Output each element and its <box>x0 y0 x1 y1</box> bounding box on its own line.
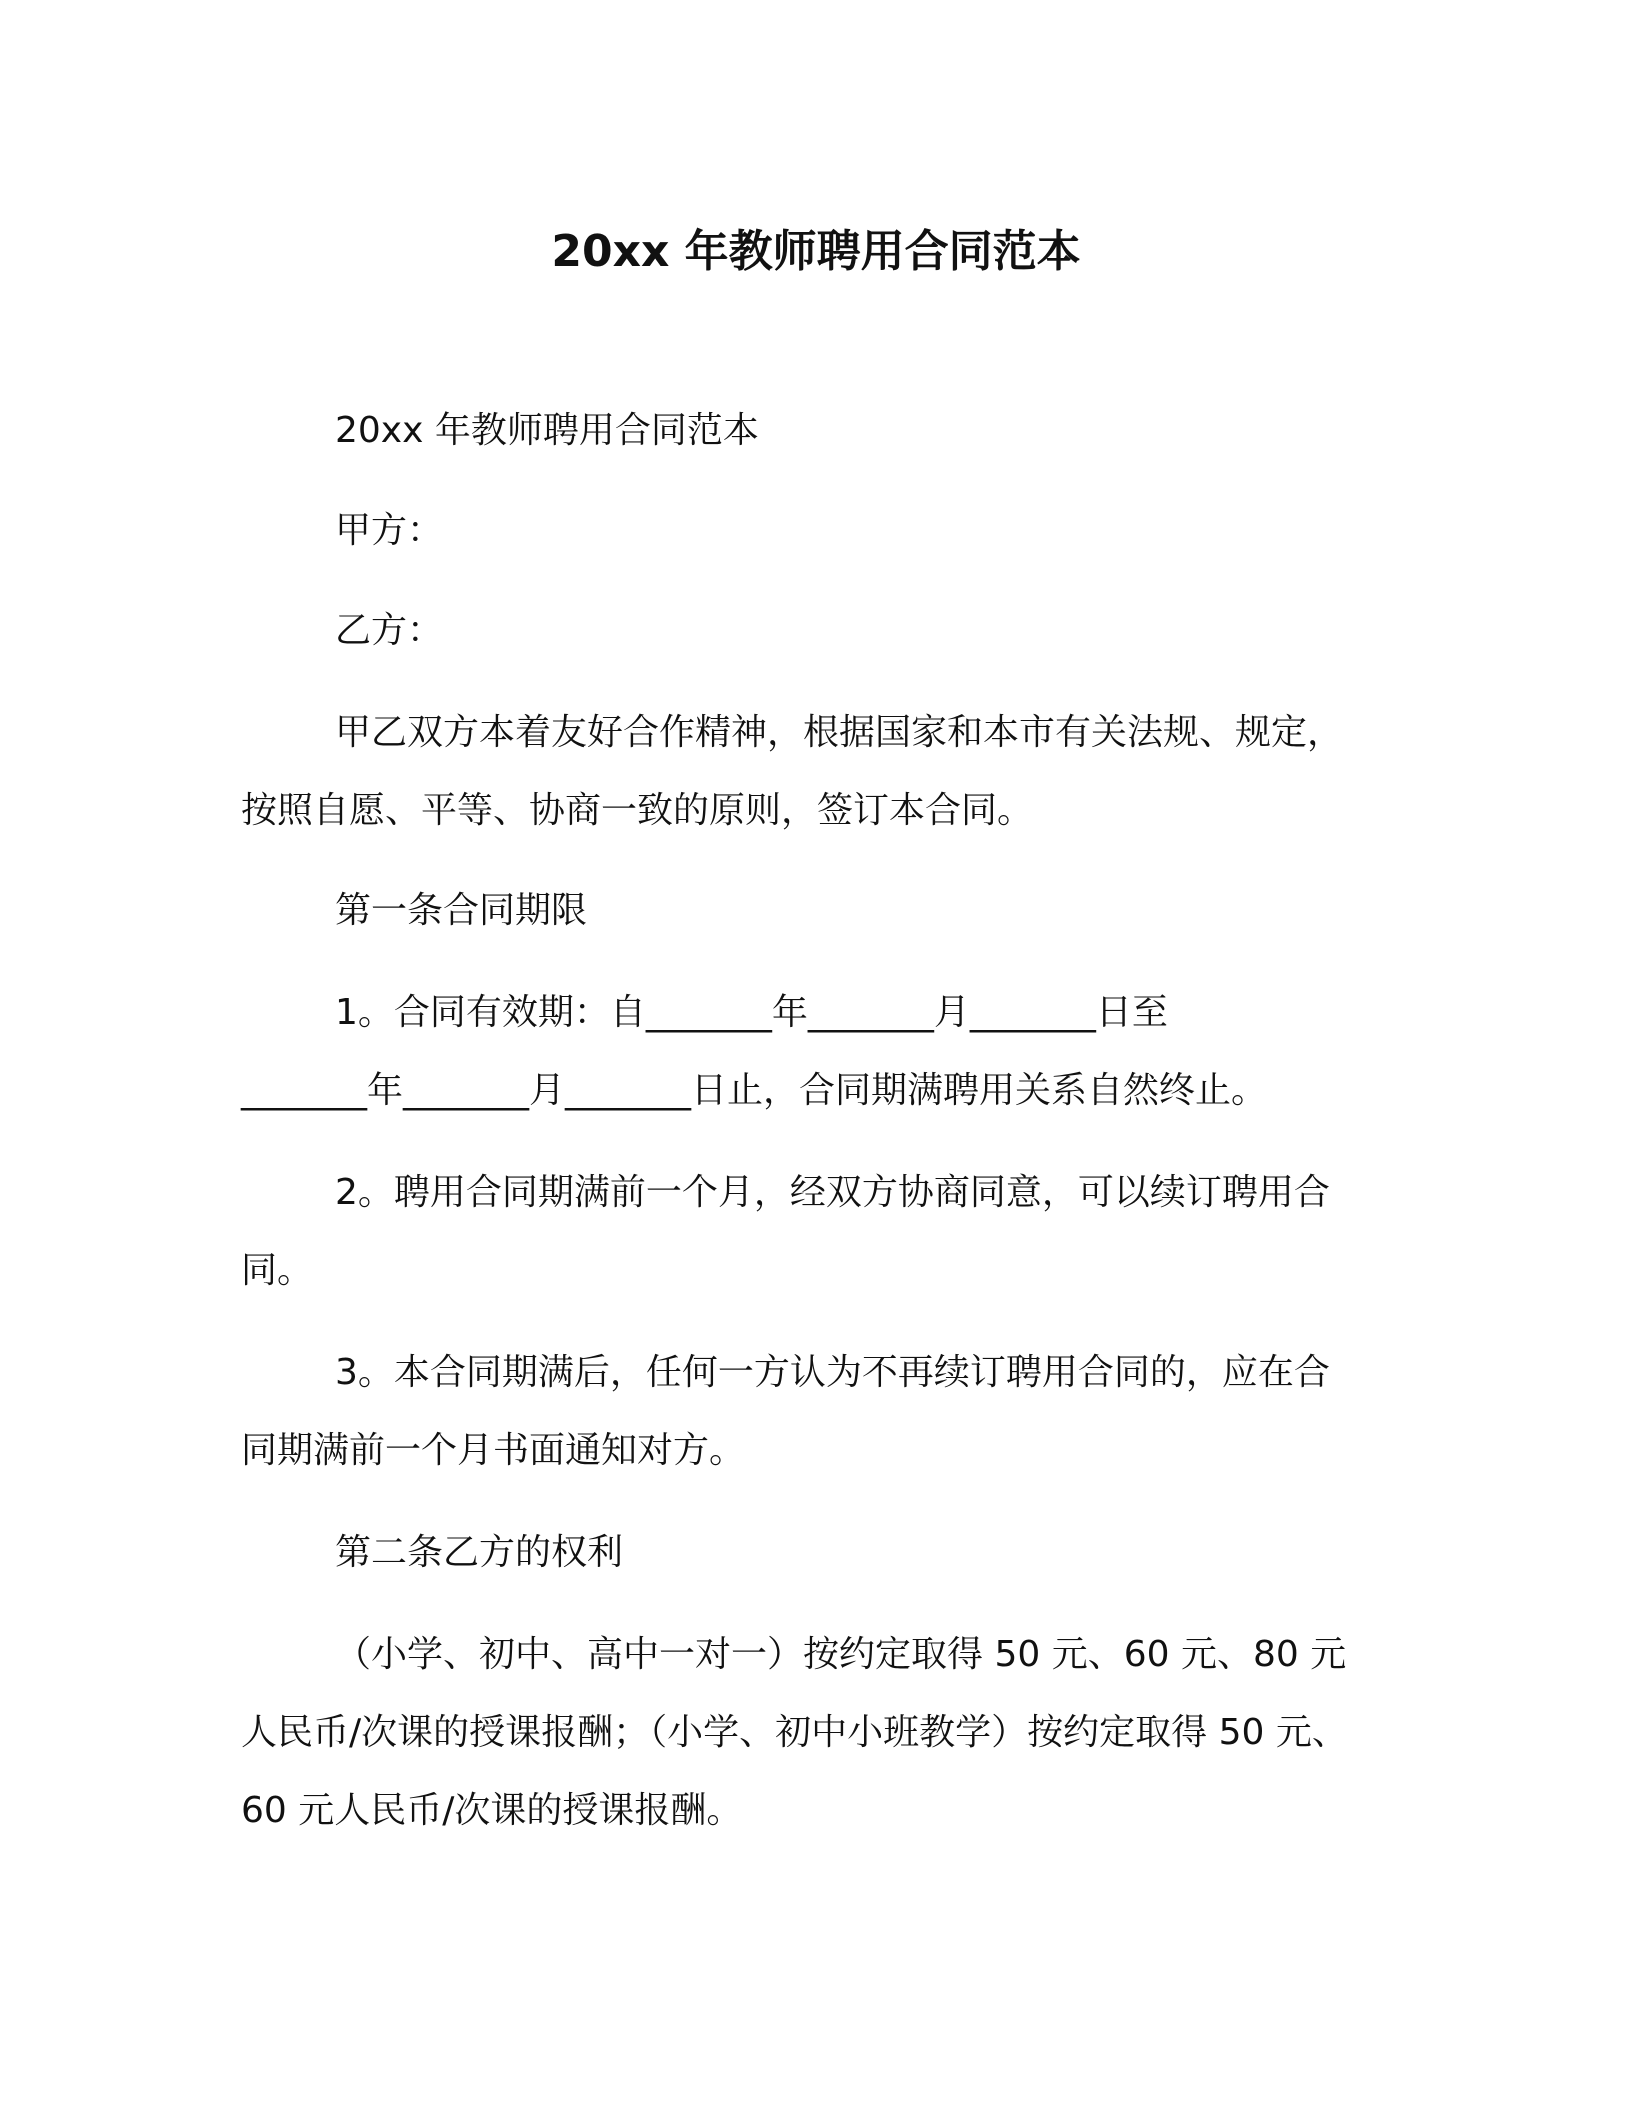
paragraph-line: 甲方： <box>335 510 444 551</box>
paragraph-line: 第一条合同期限 <box>335 890 588 931</box>
article-2-heading <box>241 1514 1391 1592</box>
paragraph-line: 乙方： <box>335 610 444 651</box>
paragraph-line: 3。本合同期满后，任何一方认为不再续订聘用合同的，应在合 <box>335 1352 1330 1393</box>
subtitle-paragraph <box>241 392 1391 470</box>
article-1-heading <box>241 872 1391 950</box>
paragraph-line: _______年_______月_______日止，合同期满聘用关系自然终止。 <box>241 1070 1268 1111</box>
paragraph-line: 2。聘用合同期满前一个月，经双方协商同意，可以续订聘用合 <box>335 1172 1330 1213</box>
article-1-item-1 <box>241 974 1391 1130</box>
document-title: 20xx 年教师聘用合同范本 <box>551 226 1081 277</box>
paragraph-line: 按照自愿、平等、协商一致的原则，签订本合同。 <box>241 790 1034 831</box>
preamble-paragraph <box>241 694 1391 850</box>
paragraph-line: 甲乙双方本着友好合作精神，根据国家和本市有关法规、规定， <box>335 712 1344 753</box>
paragraph-line: 1。合同有效期：自_______年_______月_______日至 <box>335 992 1168 1033</box>
party-a-label <box>241 492 1391 570</box>
party-b-label <box>241 592 1391 670</box>
paragraph-line: （小学、初中、高中一对一）按约定取得 50 元、60 元、80 元 <box>335 1634 1347 1675</box>
paragraph-line: 同期满前一个月书面通知对方。 <box>241 1430 746 1471</box>
paragraph-line: 人民币/次课的授课报酬；（小学、初中小班教学）按约定取得 50 元、 <box>241 1712 1348 1753</box>
paragraph-line: 第二条乙方的权利 <box>335 1532 624 1573</box>
paragraph-line: 60 元人民币/次课的授课报酬。 <box>241 1790 743 1831</box>
paragraph-line: 20xx 年教师聘用合同范本 <box>335 410 759 451</box>
paragraph-line: 同。 <box>241 1250 314 1291</box>
article-1-item-3 <box>241 1334 1391 1490</box>
article-1-item-2 <box>241 1154 1391 1310</box>
article-2-body <box>241 1616 1391 1850</box>
